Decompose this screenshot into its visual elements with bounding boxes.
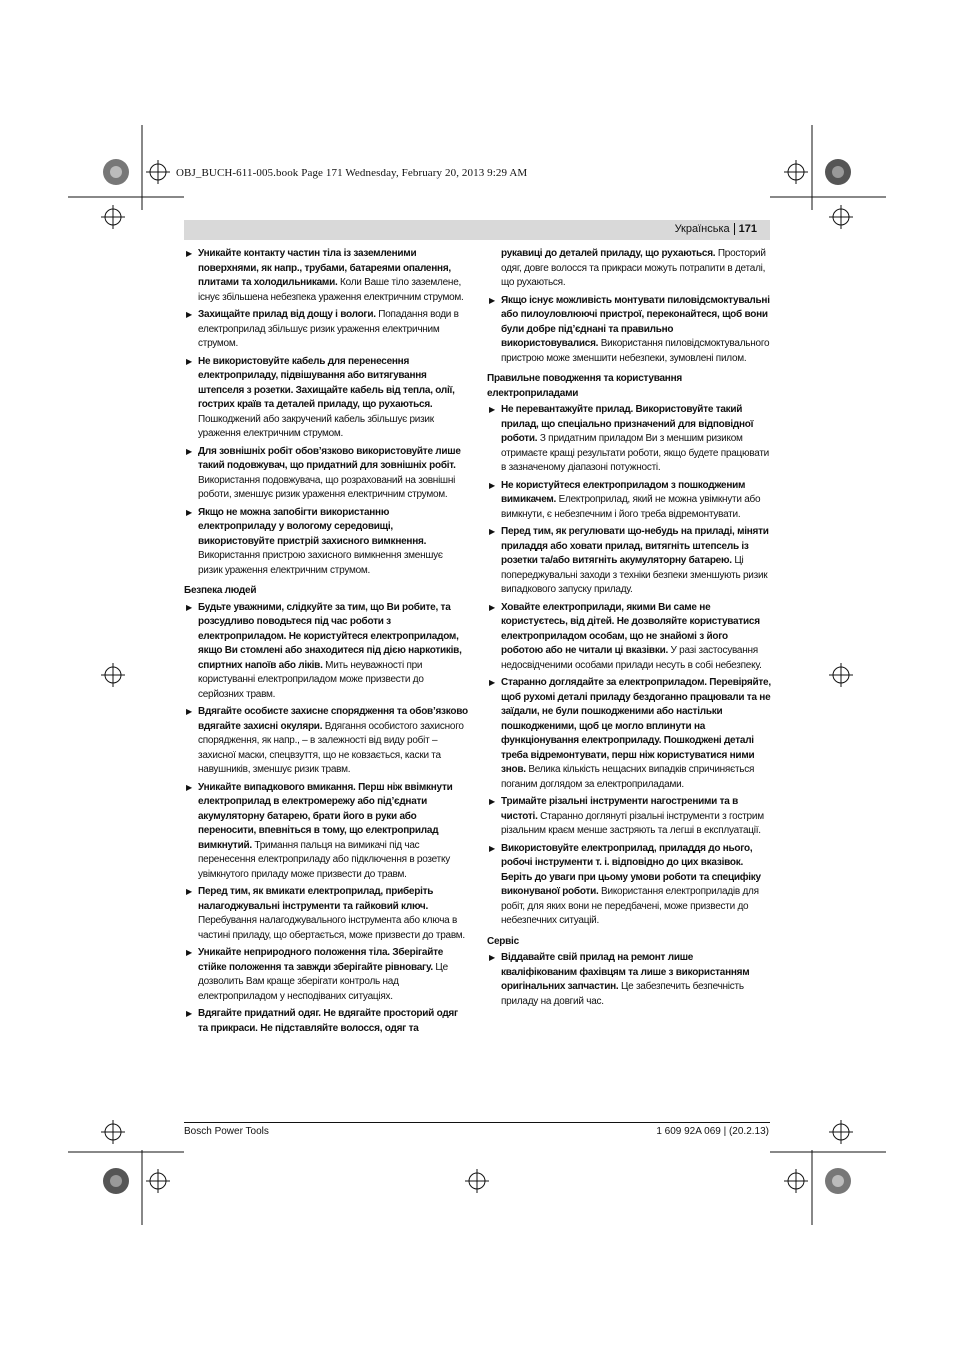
footer-doc-number: 1 609 92A 069 | (20.2.13) <box>656 1126 769 1137</box>
bullet-icon: ▶ <box>489 843 495 853</box>
bullet-icon: ▶ <box>186 707 192 716</box>
bullet-icon: ▶ <box>186 507 192 517</box>
bullet-icon: ▶ <box>186 249 192 258</box>
list-item: ▶ Будьте уважними, слідкуйте за тим, що Ви робите, та розсудливо поводьтеся під час роботи з електроприладом. Не користуйтеся електроприладом, якщо Ви стомлені або знаходитеся під дією наркотиків, спиртних напоїв або ліків. Мить неуважності при користуванні електроприладом може призвести до серйозних травм. <box>186 601 462 700</box>
list-item: ▶ Віддавайте свій прилад на ремонт лише кваліфікованим фахівцям та лише з використанням оригінальних запчастин. Це забезпечить безпечність приладу на довгий час. <box>489 952 750 1007</box>
bullet-icon: ▶ <box>489 527 495 536</box>
bullet-icon: ▶ <box>489 405 495 414</box>
bullet-icon: ▶ <box>186 1009 192 1018</box>
list-item: ▶ Не використовуйте кабель для перенесення електроприладу, підвішування або витягування штепселя з розетки. Захищайте кабель від тепла, олії, гострих країв та деталей приладу, що рухаються. Пошкоджений або закручений кабель збільшує ризик ураження електричним струмом. <box>186 355 455 439</box>
list-item: ▶ Захищайте прилад від дощу і вологи. Попадання води в електроприлад збільшує ризик ураження електричним струмом. <box>186 309 459 349</box>
language-label: Українська <box>674 223 730 235</box>
section-title: Правильне поводження та користування електроприладами <box>487 373 682 399</box>
section-title: Безпека людей <box>184 585 257 596</box>
bullet-icon: ▶ <box>186 310 192 319</box>
page-header <box>675 223 757 235</box>
bullet-icon: ▶ <box>489 480 495 490</box>
left-column <box>184 247 468 1039</box>
right-column <box>487 247 771 1012</box>
list-item: ▶ Уникайте контакту частин тіла із заземленими поверхнями, як напр., трубами, батареями опалення, плитами та холодильниками. Коли Ваше тіло заземлене, існує збільшена небезпека ураження електричним струмом. <box>186 248 464 303</box>
page-number: 171 <box>734 223 757 235</box>
list-item: ▶ Уникайте неприродного положення тіла. Зберігайте стійке положення та завжди зберігайте рівновагу. Це дозволить Вам краще зберігати контроль над електроприладом у несподіваних ситуаціях. <box>186 947 448 1002</box>
bullet-icon: ▶ <box>186 887 192 896</box>
section-title: Сервіс <box>487 935 519 947</box>
list-item: ▶ Тримайте різальні інструменти нагостреними та в чистоті. Старанно доглянуті різальні інструменти з гострим різальним краєм менше застряють та легші в експлуатації. <box>489 796 764 836</box>
bullet-icon: ▶ <box>186 782 192 792</box>
bullet-icon: ▶ <box>489 602 495 612</box>
list-item: ▶ Уникайте випадкового вмикання. Перш ніж ввімкнути електроприлад в електромережу або під’єднати акумуляторну батарею, брати його в руки або переносити, впевніться в тому, що електроприлад вимкнутий. Тримання пальця на вимикачі під час перенесення електроприладу або підключення в розетку увімкнутого приладу може призвести до травм. <box>186 781 453 880</box>
list-item: ▶ Вдягайте придатний одяг. Не вдягайте просторий одяг та прикраси. Не підставляйте волосся, одяг та <box>186 1008 458 1034</box>
list-item: ▶ Старанно доглядайте за електроприладом. Перевіряйте, щоб рухомі деталі приладу бездоганно працювали та не заїдали, не були пошкодженими або настільки пошкодженими, щоб це могло вплинути на функціонування електроприладу. Пошкоджені деталі треба відремонтувати, перш ніж користуватися ними знов. Велика кількість нещасних випадків спричиняється поганим доглядом за електроприладами. <box>489 677 771 790</box>
list-item: ▶ Перед тим, як вмикати електроприлад, приберіть налагоджувальні інструменти та гайковий ключ. Перебування налагоджувального інструмента або ключа в частині приладу, що обертається, може призвести до травм. <box>186 886 465 941</box>
footer-divider <box>184 1122 770 1123</box>
list-item: ▶ Для зовнішніх робіт обов’язково використовуйте лише такий подовжувач, що придатний для зовнішніх робіт. Використання подовжувача, що розрахований на зовнішні роботи, зменшує ризик ураження електричним струмом. <box>186 445 461 500</box>
bullet-icon: ▶ <box>489 678 495 687</box>
list-item: ▶ Не перевантажуйте прилад. Використовуйте такий прилад, що спеціально призначений для відповідної роботи. З придатним приладом Ви з меншим ризиком отримаєте кращі результати роботи, якщо будете працювати в зазначеному діапазоні потужності. <box>489 404 769 473</box>
list-item: ▶ Перед тим, як регулювати що-небудь на приладі, міняти приладдя або ховати прилад, витягніть штепсель із розетки та/або витягніть акумуляторну батарею. Ці попереджувальні заходи з техніки безпеки зменшують ризик випадкового запуску приладу. <box>489 526 769 595</box>
bullet-icon: ▶ <box>186 602 192 612</box>
list-item: ▶ Якщо існує можливість монтувати пиловідсмоктувальні або пилоуловлюючі пристрої, переконайтеся, щоб вони були добре під’єднані та правильно використовувалися. Використання пиловідсмоктувального пристрою може зменшити небезпеки, зумовлені пилом. <box>489 294 770 364</box>
bullet-icon: ▶ <box>186 356 192 366</box>
list-item-continuation: рукавиці до деталей приладу, що рухаються. Просторий одяг, довге волосся та прикраси можуть потрапити в деталі, що рухаються. <box>501 248 766 288</box>
footer-brand: Bosch Power Tools <box>184 1126 269 1137</box>
bullet-icon: ▶ <box>186 446 192 456</box>
list-item: ▶ Вдягайте особисте захисне спорядження та обов’язково вдягайте захисні окуляри. Вдягання особистого захисного спорядження, як напр., – в залежності від виду робіт – захисної маски, спецвзуття, що не ковзається, каски та навушників, зменшує ризик травм. <box>186 706 468 775</box>
bullet-icon: ▶ <box>489 797 495 806</box>
list-item: ▶ Використовуйте електроприлад, приладдя до нього, робочі інструменти т. і. відповідно до цих вказівок. Беріть до уваги при цьому умови роботи та специфіку виконуваної роботи. Використання електроприладів для робіт, для яких вони не передбачені, може призвести до небезпечних ситуацій. <box>489 842 761 926</box>
bullet-icon: ▶ <box>489 295 495 305</box>
list-item: ▶ Ховайте електроприлади, якими Ви саме не користуєтесь, від дітей. Не дозволяйте користуватися електроприладом особам, що не знайомі з його роботою або не читали ці вказівки. У разі застосування недосвідченими особами прилади несуть в собі небезпеку. <box>489 601 762 671</box>
bullet-icon: ▶ <box>489 953 495 962</box>
bullet-icon: ▶ <box>186 948 192 957</box>
list-item: ▶ Не користуйтеся електроприладом з пошкодженим вимикачем. Електроприлад, який не можна увімкнути або вимкнути, є небезпечним і його треба відремонтувати. <box>489 479 761 520</box>
list-item: ▶ Якщо не можна запобігти використанню електроприладу у вологому середовищі, використовуйте пристрій захисного вимкнення. Використання пристрою захисного вимкнення зменшує ризик ураження електричним струмом. <box>186 506 443 576</box>
print-header: OBJ_BUCH-611-005.book Page 171 Wednesday, February 20, 2013 9:29 AM <box>176 167 528 179</box>
